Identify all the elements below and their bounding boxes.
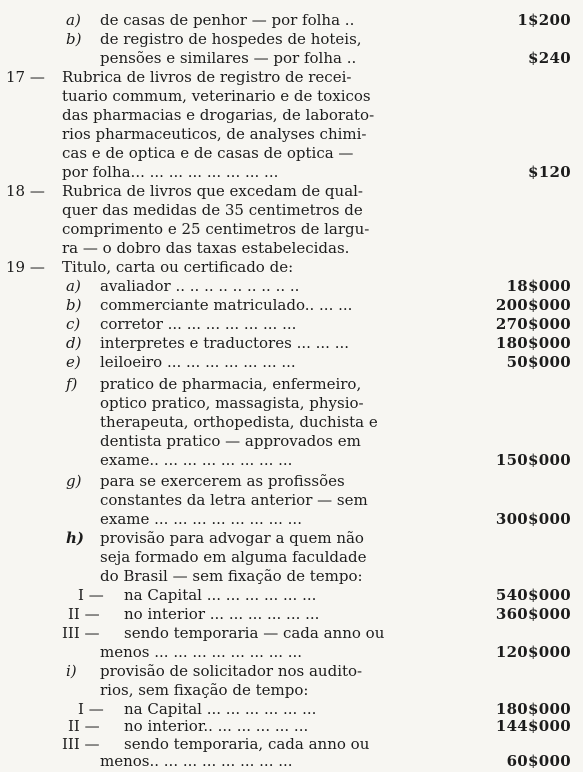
line-text: constantes da letra anterior — sem (100, 491, 368, 509)
line-text: comprimento e 25 centimetros de largu- (62, 220, 370, 238)
fee-amount: 18$000 (506, 277, 571, 295)
line-text: rios pharmaceuticos, de analyses chimi- (62, 125, 367, 143)
text-line (0, 751, 583, 771)
text-line (0, 352, 583, 372)
line-text: Rubrica de livros de registro de recei- (62, 68, 352, 86)
text-line (0, 450, 583, 470)
line-text: pensões e similares — por folha .. (100, 49, 357, 67)
text-line (0, 200, 583, 220)
line-text: ra — o dobro das taxas estabelecidas. (62, 239, 350, 257)
line-text: na Capital ... ... ... ... ... ... (124, 586, 317, 604)
fee-amount: 60$000 (506, 752, 571, 770)
line-text: optico pratico, massagista, physio- (100, 394, 364, 412)
line-text: seja formado em alguma faculdade (100, 548, 367, 566)
item-marker: h) (66, 529, 85, 547)
item-marker: a) (66, 277, 81, 295)
text-line (0, 374, 583, 394)
line-text: do Brasil — sem fixação de tempo: (100, 567, 363, 585)
fee-amount: 1$200 (517, 11, 571, 29)
text-line (0, 471, 583, 491)
text-line (0, 10, 583, 30)
fee-amount: 144$000 (495, 717, 571, 735)
text-line (0, 105, 583, 125)
line-text: sendo temporaria, cada anno ou (124, 735, 370, 753)
line-text: pratico de pharmacia, enfermeiro, (100, 375, 362, 393)
line-text: para se exercerem as profissões (100, 472, 345, 490)
item-marker: a) (66, 11, 81, 29)
item-marker: i) (66, 662, 77, 680)
item-marker: b) (66, 296, 82, 314)
line-text: exame.. ... ... ... ... ... ... ... (100, 451, 293, 469)
text-line (0, 257, 583, 277)
text-line (0, 29, 583, 49)
text-line (0, 431, 583, 451)
text-line (0, 162, 583, 182)
line-text: commerciante matriculado.. ... ... (100, 296, 353, 314)
line-text: leiloeiro ... ... ... ... ... ... ... (100, 353, 296, 371)
text-line (0, 604, 583, 624)
text-line (0, 566, 583, 586)
item-marker: g) (66, 472, 82, 490)
line-text: de casas de penhor — por folha .. (100, 11, 355, 29)
text-line (0, 48, 583, 68)
text-line (0, 585, 583, 605)
line-text: dentista pratico — approvados em (100, 432, 361, 450)
line-text: quer das medidas de 35 centimetros de (62, 201, 363, 219)
text-line (0, 661, 583, 681)
line-text: Titulo, carta ou certificado de: (62, 258, 294, 276)
fee-amount: $120 (528, 163, 571, 181)
text-line (0, 295, 583, 315)
item-marker: III — (62, 735, 100, 753)
text-line (0, 143, 583, 163)
line-text: na Capital ... ... ... ... ... ... (124, 700, 317, 718)
text-line (0, 333, 583, 353)
line-text: das pharmacias e drogarias, de laborato- (62, 106, 375, 124)
item-marker: c) (66, 315, 81, 333)
text-line (0, 528, 583, 548)
fee-amount: 180$000 (495, 334, 571, 352)
line-text: exame ... ... ... ... ... ... ... ... (100, 510, 302, 528)
text-line (0, 86, 583, 106)
line-text: Rubrica de livros que excedam de qual- (62, 182, 363, 200)
item-marker: III — (62, 624, 100, 642)
text-line (0, 623, 583, 643)
line-text: sendo temporaria — cada anno ou (124, 624, 385, 642)
item-marker: b) (66, 30, 82, 48)
text-line (0, 67, 583, 87)
line-text: rios, sem fixação de tempo: (100, 681, 309, 699)
text-line (0, 238, 583, 258)
line-text: therapeuta, orthopedista, duchista e (100, 413, 378, 431)
fee-amount: $240 (528, 49, 571, 67)
line-text: no interior ... ... ... ... ... ... (124, 605, 320, 623)
line-text: por folha... ... ... ... ... ... ... ... (62, 163, 279, 181)
text-line (0, 314, 583, 334)
item-marker: e) (66, 353, 81, 371)
fee-amount: 180$000 (495, 700, 571, 718)
item-marker: II — (68, 605, 100, 623)
item-number: 18 — (6, 182, 45, 200)
text-line (0, 181, 583, 201)
line-text: menos.. ... ... ... ... ... ... ... (100, 752, 293, 770)
text-line (0, 276, 583, 296)
fee-amount: 360$000 (495, 605, 571, 623)
fee-amount: 270$000 (495, 315, 571, 333)
text-line (0, 642, 583, 662)
text-line (0, 124, 583, 144)
line-text: provisão para advogar a quem não (100, 529, 364, 547)
item-marker: I — (78, 586, 104, 604)
fee-amount: 50$000 (506, 353, 571, 371)
line-text: no interior.. ... ... ... ... ... (124, 717, 309, 735)
line-text: interpretes e traductores ... ... ... (100, 334, 350, 352)
item-marker: d) (66, 334, 82, 352)
item-number: 17 — (6, 68, 45, 86)
fee-amount: 540$000 (495, 586, 571, 604)
line-text: provisão de solicitador nos audito- (100, 662, 363, 680)
fee-amount: 120$000 (495, 643, 571, 661)
line-text: de registro de hospedes de hoteis, (100, 30, 362, 48)
fee-amount: 150$000 (495, 451, 571, 469)
line-text: menos ... ... ... ... ... ... ... ... (100, 643, 303, 661)
line-text: cas e de optica e de casas de optica — (62, 144, 354, 162)
text-line (0, 509, 583, 529)
item-number: 19 — (6, 258, 45, 276)
line-text: avaliador .. .. .. .. .. .. .. .. .. (100, 277, 300, 295)
fee-amount: 300$000 (495, 510, 571, 528)
fee-amount: 200$000 (495, 296, 571, 314)
item-marker: I — (78, 700, 104, 718)
line-text: corretor ... ... ... ... ... ... ... (100, 315, 297, 333)
item-marker: II — (68, 717, 100, 735)
text-line (0, 716, 583, 736)
item-marker: f) (66, 375, 78, 393)
line-text: tuario commum, veterinario e de toxicos (62, 87, 371, 105)
text-line (0, 219, 583, 239)
text-line (0, 490, 583, 510)
text-line (0, 412, 583, 432)
text-line (0, 547, 583, 567)
text-line (0, 393, 583, 413)
text-line (0, 680, 583, 700)
